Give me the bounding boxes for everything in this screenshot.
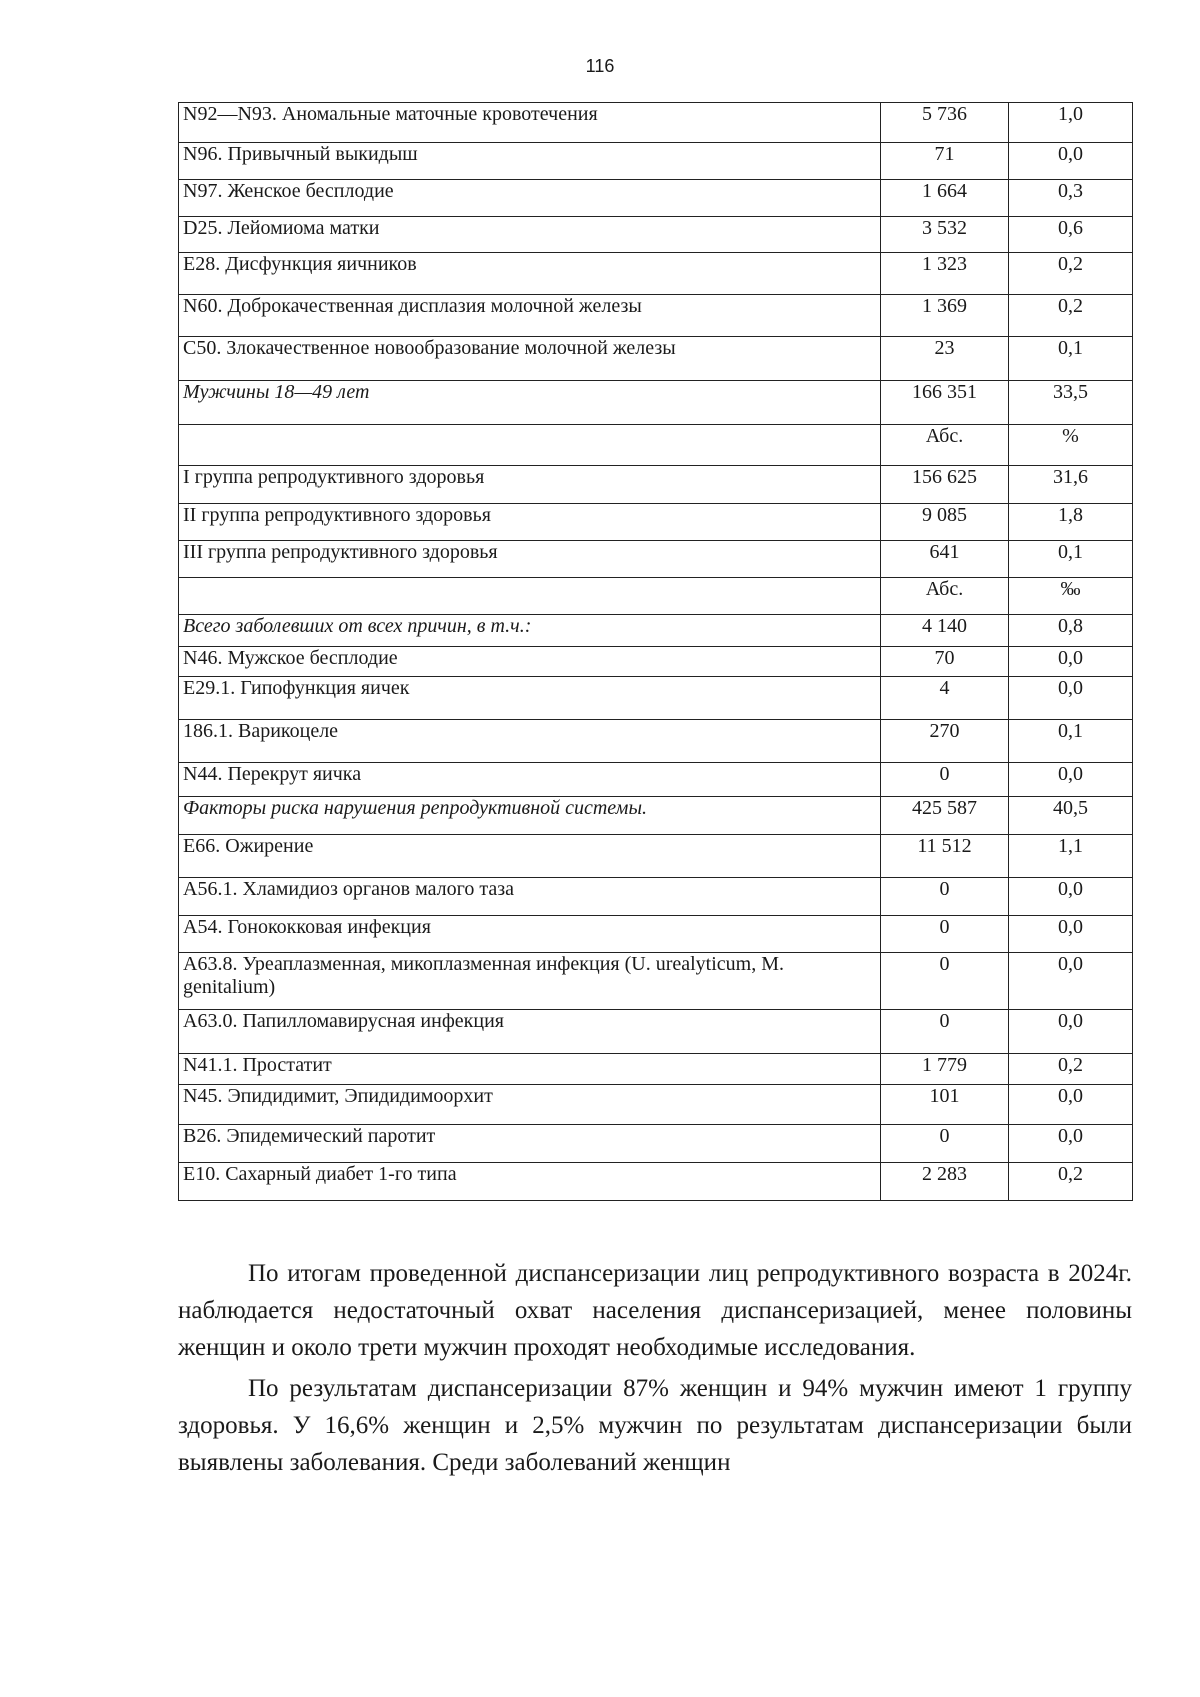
abs-value: 2 283 <box>881 1163 1009 1201</box>
row-label: A56.1. Хламидиоз органов малого таза <box>179 878 881 916</box>
row-label: N60. Доброкачественная дисплазия молочной железы <box>179 295 881 337</box>
abs-value: 0 <box>881 878 1009 916</box>
abs-column-header: Абс. <box>881 425 1009 466</box>
pct-value: 0,0 <box>1009 1125 1133 1163</box>
table-row <box>179 797 1133 835</box>
row-label: A63.0. Папилломавирусная инфекция <box>179 1010 881 1054</box>
row-label: D25. Лейомиома матки <box>179 217 881 253</box>
table-subheader-row <box>179 425 1133 466</box>
pct-value: 0,2 <box>1009 1054 1133 1085</box>
row-label: III группа репродуктивного здоровья <box>179 541 881 578</box>
abs-value: 9 085 <box>881 504 1009 541</box>
table-row <box>179 103 1133 143</box>
row-label: N97. Женское бесплодие <box>179 180 881 217</box>
paragraph: По итогам проведенной диспансеризации лиц репродуктивного возраста в 2024г. наблюдается недостаточный охват населения диспансеризацией, менее половины женщин и около трети мужчин проходят необходимые исследования. <box>178 1260 1132 1361</box>
pct-value: 0,8 <box>1009 615 1133 647</box>
table-row <box>179 180 1133 217</box>
row-label: N92—N93. Аномальные маточные кровотечения <box>179 103 881 143</box>
abs-value: 641 <box>881 541 1009 578</box>
row-label: N46. Мужское бесплодие <box>179 647 881 677</box>
pct-value: 1,0 <box>1009 103 1133 143</box>
table-body <box>179 103 1133 1201</box>
pct-value: 0,0 <box>1009 878 1133 916</box>
abs-value: 70 <box>881 647 1009 677</box>
abs-column-header: Абс. <box>881 578 1009 615</box>
table-row <box>179 541 1133 578</box>
table-row <box>179 337 1133 381</box>
abs-value: 1 369 <box>881 295 1009 337</box>
table-subheader-row <box>179 578 1133 615</box>
row-label: E10. Сахарный диабет 1-го типа <box>179 1163 881 1201</box>
table-row <box>179 720 1133 763</box>
abs-value: 156 625 <box>881 466 1009 504</box>
table-row <box>179 615 1133 647</box>
abs-value: 4 140 <box>881 615 1009 647</box>
pct-column-header: % <box>1009 425 1133 466</box>
row-label: E29.1. Гипофункция яичек <box>179 677 881 720</box>
table-row <box>179 253 1133 295</box>
row-label: Факторы риска нарушения репродуктивной системы. <box>179 797 881 835</box>
row-label: N96. Привычный выкидыш <box>179 143 881 180</box>
pct-value: 1,8 <box>1009 504 1133 541</box>
abs-value: 166 351 <box>881 381 1009 425</box>
abs-value: 0 <box>881 1125 1009 1163</box>
pct-value: 0,0 <box>1009 953 1133 1010</box>
row-label: N44. Перекрут яичка <box>179 763 881 797</box>
row-label: E66. Ожирение <box>179 835 881 878</box>
abs-value: 1 323 <box>881 253 1009 295</box>
pct-value: 33,5 <box>1009 381 1133 425</box>
pct-value: 0,2 <box>1009 1163 1133 1201</box>
statistics-table <box>178 102 1133 1201</box>
row-label: A54. Гонококковая инфекция <box>179 916 881 953</box>
row-label: 186.1. Варикоцеле <box>179 720 881 763</box>
pct-value: 40,5 <box>1009 797 1133 835</box>
row-label: B26. Эпидемический паротит <box>179 1125 881 1163</box>
table-row <box>179 1085 1133 1125</box>
table-row <box>179 1125 1133 1163</box>
row-label: C50. Злокачественное новообразование молочной железы <box>179 337 881 381</box>
pct-value: 0,6 <box>1009 217 1133 253</box>
abs-value: 0 <box>881 916 1009 953</box>
table-row <box>179 953 1133 1010</box>
table-row <box>179 878 1133 916</box>
table-row <box>179 1163 1133 1201</box>
abs-value: 0 <box>881 953 1009 1010</box>
row-label: Всего заболевших от всех причин, в т.ч.: <box>179 615 881 647</box>
row-label: I группа репродуктивного здоровья <box>179 466 881 504</box>
abs-value: 0 <box>881 1010 1009 1054</box>
table-row <box>179 763 1133 797</box>
row-label <box>179 425 881 466</box>
pct-value: 0,2 <box>1009 253 1133 295</box>
pct-value: 0,0 <box>1009 677 1133 720</box>
table-row <box>179 466 1133 504</box>
table-row <box>179 217 1133 253</box>
pct-value: 0,0 <box>1009 143 1133 180</box>
table-row <box>179 916 1133 953</box>
table-row <box>179 1010 1133 1054</box>
row-label: N41.1. Простатит <box>179 1054 881 1085</box>
abs-value: 101 <box>881 1085 1009 1125</box>
row-label: E28. Дисфункция яичников <box>179 253 881 295</box>
body-text <box>178 1255 1132 1481</box>
abs-value: 0 <box>881 763 1009 797</box>
abs-value: 23 <box>881 337 1009 381</box>
pct-column-header: ‰ <box>1009 578 1133 615</box>
table-row <box>179 835 1133 878</box>
abs-value: 71 <box>881 143 1009 180</box>
pct-value: 1,1 <box>1009 835 1133 878</box>
pct-value: 0,0 <box>1009 1085 1133 1125</box>
abs-value: 4 <box>881 677 1009 720</box>
pct-value: 0,2 <box>1009 295 1133 337</box>
pct-value: 31,6 <box>1009 466 1133 504</box>
pct-value: 0,0 <box>1009 916 1133 953</box>
pct-value: 0,0 <box>1009 1010 1133 1054</box>
abs-value: 11 512 <box>881 835 1009 878</box>
row-label: N45. Эпидидимит, Эпидидимоорхит <box>179 1085 881 1125</box>
row-label: II группа репродуктивного здоровья <box>179 504 881 541</box>
abs-value: 5 736 <box>881 103 1009 143</box>
row-label <box>179 578 881 615</box>
pct-value: 0,0 <box>1009 647 1133 677</box>
abs-value: 1 779 <box>881 1054 1009 1085</box>
table-row <box>179 677 1133 720</box>
table-row <box>179 143 1133 180</box>
pct-value: 0,3 <box>1009 180 1133 217</box>
page-number: 116 <box>585 56 615 76</box>
pct-value: 0,0 <box>1009 763 1133 797</box>
table-row <box>179 647 1133 677</box>
table-row <box>179 381 1133 425</box>
table-row <box>179 295 1133 337</box>
pct-value: 0,1 <box>1009 720 1133 763</box>
row-label: A63.8. Уреаплазменная, микоплазменная инфекция (U. urealyticum, M. genitalium) <box>179 953 881 1010</box>
row-label: Мужчины 18—49 лет <box>179 381 881 425</box>
pct-value: 0,1 <box>1009 337 1133 381</box>
abs-value: 270 <box>881 720 1009 763</box>
abs-value: 425 587 <box>881 797 1009 835</box>
paragraph: По результатам диспансеризации 87% женщин и 94% мужчин имеют 1 группу здоровья. У 16,6% женщин и 2,5% мужчин по результатам диспансеризации были выявлены заболевания. Среди заболеваний женщин <box>178 1375 1132 1476</box>
pct-value: 0,1 <box>1009 541 1133 578</box>
table-row <box>179 504 1133 541</box>
abs-value: 3 532 <box>881 217 1009 253</box>
table-row <box>179 1054 1133 1085</box>
abs-value: 1 664 <box>881 180 1009 217</box>
